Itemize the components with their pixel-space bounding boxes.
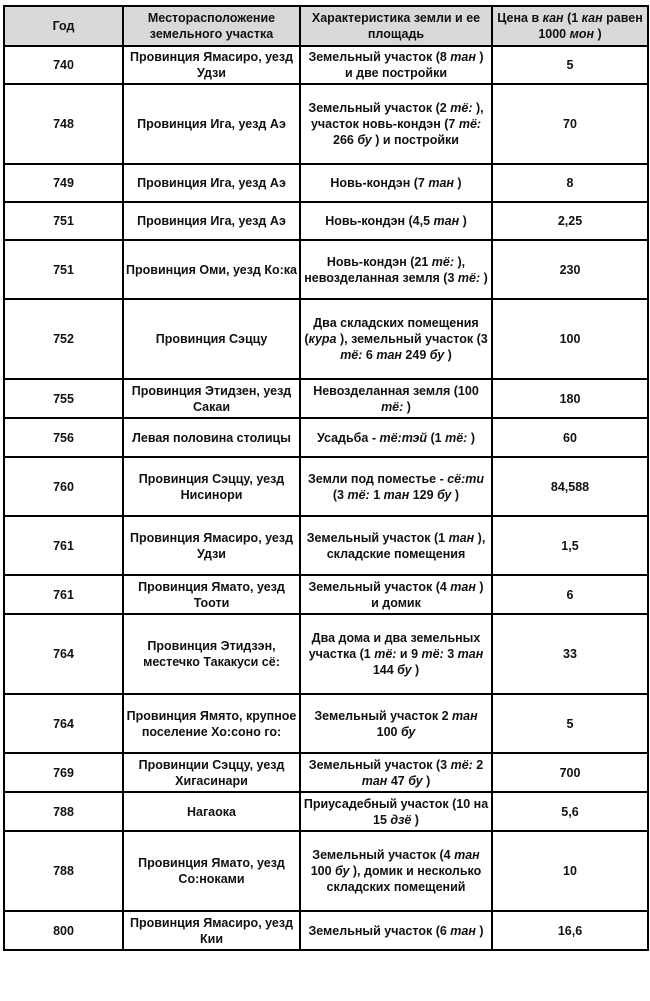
- header-description: Характеристика земли и ее площадь: [300, 6, 492, 46]
- cell-description: Невозделанная земля (100 тё: ): [300, 379, 492, 418]
- cell-price: 60: [492, 418, 648, 457]
- cell-year: 800: [4, 911, 123, 950]
- cell-location: Провинция Ига, уезд Аэ: [123, 164, 300, 202]
- cell-location: Провинция Этидзен, уезд Сакаи: [123, 379, 300, 418]
- header-year: Год: [4, 6, 123, 46]
- table-row: [4, 418, 648, 457]
- cell-year: 749: [4, 164, 123, 202]
- cell-price: 84,588: [492, 457, 648, 516]
- cell-year: 740: [4, 46, 123, 84]
- cell-price: 1,5: [492, 516, 648, 575]
- cell-location: Провинция Ямято, крупное поселение Хо:соно го:: [123, 694, 300, 753]
- cell-price: 33: [492, 614, 648, 694]
- cell-description: Два дома и два земельных участка (1 тё: и 9 тё: 3 тан 144 бу ): [300, 614, 492, 694]
- cell-description: Новь-кондэн (21 тё: ), невозделанная земля (3 тё: ): [300, 240, 492, 299]
- cell-year: 760: [4, 457, 123, 516]
- header-location: Месторасположение земельного участка: [123, 6, 300, 46]
- cell-description: Земельный участок (4 тан 100 бу ), домик и несколько складских помещений: [300, 831, 492, 911]
- cell-location: Провинция Ямасиро, уезд Кии: [123, 911, 300, 950]
- cell-price: 230: [492, 240, 648, 299]
- header-row: [4, 6, 648, 46]
- header-price: Цена в кан (1 кан равен 1000 мон ): [492, 6, 648, 46]
- cell-description: Земельный участок 2 тан 100 бу: [300, 694, 492, 753]
- land-sales-table: [3, 5, 649, 951]
- cell-location: Провинции Сэццу, уезд Хигасинари: [123, 753, 300, 792]
- cell-price: 5: [492, 46, 648, 84]
- cell-location: Провинция Ямасиро, уезд Удзи: [123, 516, 300, 575]
- cell-location: Провинция Ига, уезд Аэ: [123, 84, 300, 164]
- table-row: [4, 46, 648, 84]
- cell-price: 2,25: [492, 202, 648, 240]
- cell-location: Провинция Ига, уезд Аэ: [123, 202, 300, 240]
- cell-year: 761: [4, 516, 123, 575]
- table-row: [4, 694, 648, 753]
- table-row: [4, 240, 648, 299]
- cell-description: Земельный участок (3 тё: 2 тан 47 бу ): [300, 753, 492, 792]
- cell-year: 788: [4, 831, 123, 911]
- cell-price: 700: [492, 753, 648, 792]
- cell-price: 8: [492, 164, 648, 202]
- table-row: [4, 753, 648, 792]
- table-row: [4, 164, 648, 202]
- cell-price: 16,6: [492, 911, 648, 950]
- cell-description: Новь-кондэн (7 тан ): [300, 164, 492, 202]
- table-row: [4, 614, 648, 694]
- cell-year: 769: [4, 753, 123, 792]
- cell-year: 751: [4, 240, 123, 299]
- cell-description: Два складских помещения (кура ), земельный участок (3 тё: 6 тан 249 бу ): [300, 299, 492, 379]
- cell-description: Новь-кондэн (4,5 тан ): [300, 202, 492, 240]
- cell-price: 100: [492, 299, 648, 379]
- cell-location: Провинция Сэццу: [123, 299, 300, 379]
- cell-year: 764: [4, 614, 123, 694]
- cell-year: 761: [4, 575, 123, 614]
- table-row: [4, 575, 648, 614]
- cell-description: Усадьба - тё:тэй (1 тё: ): [300, 418, 492, 457]
- cell-year: 756: [4, 418, 123, 457]
- cell-location: Провинция Сэццу, уезд Нисинори: [123, 457, 300, 516]
- cell-description: Земельный участок (2 тё: ), участок новь-кондэн (7 тё: 266 бу ) и постройки: [300, 84, 492, 164]
- cell-location: Провинция Ямато, уезд Со:ноками: [123, 831, 300, 911]
- cell-description: Земельный участок (8 тан ) и две постройки: [300, 46, 492, 84]
- table-row: [4, 202, 648, 240]
- cell-location: Левая половина столицы: [123, 418, 300, 457]
- cell-year: 788: [4, 792, 123, 831]
- table-row: [4, 831, 648, 911]
- table-row: [4, 379, 648, 418]
- cell-location: Провинция Этидзэн, местечко Такакуси сё:: [123, 614, 300, 694]
- table-row: [4, 457, 648, 516]
- table-row: [4, 911, 648, 950]
- cell-price: 10: [492, 831, 648, 911]
- cell-price: 6: [492, 575, 648, 614]
- cell-location: Провинция Ямасиро, уезд Удзи: [123, 46, 300, 84]
- cell-price: 70: [492, 84, 648, 164]
- cell-description: Земельный участок (6 тан ): [300, 911, 492, 950]
- table-row: [4, 792, 648, 831]
- cell-year: 752: [4, 299, 123, 379]
- cell-price: 5: [492, 694, 648, 753]
- cell-year: 751: [4, 202, 123, 240]
- cell-price: 5,6: [492, 792, 648, 831]
- table-row: [4, 516, 648, 575]
- cell-location: Провинция Ямато, уезд Тооти: [123, 575, 300, 614]
- cell-price: 180: [492, 379, 648, 418]
- cell-year: 748: [4, 84, 123, 164]
- cell-location: Нагаока: [123, 792, 300, 831]
- cell-description: Земли под поместье - сё:ти (3 тё: 1 тан 129 бу ): [300, 457, 492, 516]
- cell-description: Земельный участок (1 тан ), складские помещения: [300, 516, 492, 575]
- cell-location: Провинция Оми, уезд Ко:ка: [123, 240, 300, 299]
- cell-year: 755: [4, 379, 123, 418]
- cell-description: Земельный участок (4 тан ) и домик: [300, 575, 492, 614]
- table-row: [4, 84, 648, 164]
- table-row: [4, 299, 648, 379]
- cell-description: Приусадебный участок (10 на 15 дзё ): [300, 792, 492, 831]
- cell-year: 764: [4, 694, 123, 753]
